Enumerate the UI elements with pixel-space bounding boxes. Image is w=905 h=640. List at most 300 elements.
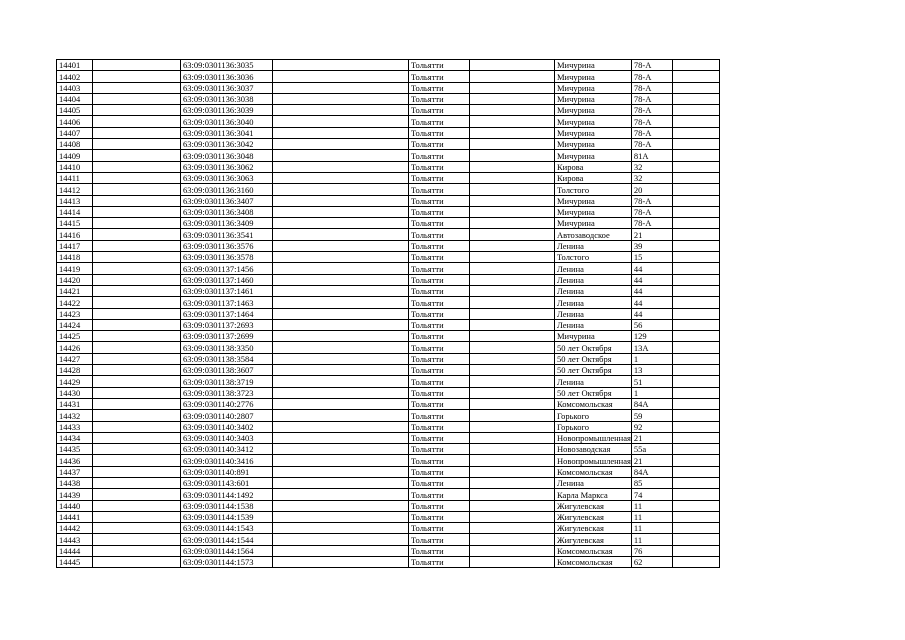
row-number-cell: 14424	[57, 319, 93, 330]
street-cell: Ленина	[555, 319, 632, 330]
house-number-cell: 129	[631, 331, 672, 342]
city-cell: Тольятти	[409, 308, 470, 319]
cadastral-number-cell: 63:09:0301138:3607	[181, 365, 273, 376]
empty-cell	[93, 105, 181, 116]
cadastral-number-cell: 63:09:0301137:1461	[181, 285, 273, 296]
house-number-cell: 78-А	[631, 93, 672, 104]
cadastral-number-cell: 63:09:0301137:1463	[181, 297, 273, 308]
table-row	[57, 161, 720, 172]
empty-cell	[672, 218, 719, 229]
cadastral-number-cell: 63:09:0301136:3576	[181, 240, 273, 251]
cadastral-number-cell: 63:09:0301138:3350	[181, 342, 273, 353]
empty-cell	[93, 127, 181, 138]
empty-cell	[672, 297, 719, 308]
empty-cell	[273, 274, 409, 285]
empty-cell	[93, 60, 181, 71]
empty-cell	[470, 489, 555, 500]
street-cell: Мичурина	[555, 71, 632, 82]
city-cell: Тольятти	[409, 263, 470, 274]
street-cell: Ленина	[555, 376, 632, 387]
house-number-cell: 78-А	[631, 116, 672, 127]
city-cell: Тольятти	[409, 116, 470, 127]
house-number-cell: 15	[631, 252, 672, 263]
house-number-cell: 92	[631, 421, 672, 432]
street-cell: Мичурина	[555, 93, 632, 104]
empty-cell	[93, 444, 181, 455]
empty-cell	[672, 195, 719, 206]
empty-cell	[672, 206, 719, 217]
empty-cell	[470, 218, 555, 229]
empty-cell	[273, 545, 409, 556]
cadastral-number-cell: 63:09:0301136:3039	[181, 105, 273, 116]
street-cell: Ленина	[555, 240, 632, 251]
empty-cell	[273, 229, 409, 240]
city-cell: Тольятти	[409, 398, 470, 409]
city-cell: Тольятти	[409, 489, 470, 500]
empty-cell	[93, 557, 181, 568]
cadastral-number-cell: 63:09:0301144:1544	[181, 534, 273, 545]
table-row	[57, 455, 720, 466]
empty-cell	[470, 139, 555, 150]
empty-cell	[93, 139, 181, 150]
cadastral-number-cell: 63:09:0301136:3578	[181, 252, 273, 263]
empty-cell	[470, 105, 555, 116]
cadastral-number-cell: 63:09:0301136:3037	[181, 82, 273, 93]
house-number-cell: 1	[631, 353, 672, 364]
empty-cell	[93, 410, 181, 421]
cadastral-number-cell: 63:09:0301136:3408	[181, 206, 273, 217]
empty-cell	[93, 195, 181, 206]
table-row	[57, 195, 720, 206]
empty-cell	[93, 150, 181, 161]
table-row	[57, 421, 720, 432]
empty-cell	[672, 466, 719, 477]
city-cell: Тольятти	[409, 93, 470, 104]
house-number-cell: 78-А	[631, 139, 672, 150]
street-cell: Толстого	[555, 184, 632, 195]
empty-cell	[273, 511, 409, 522]
table-row	[57, 410, 720, 421]
row-number-cell: 14436	[57, 455, 93, 466]
empty-cell	[93, 387, 181, 398]
house-number-cell: 13А	[631, 342, 672, 353]
row-number-cell: 14409	[57, 150, 93, 161]
city-cell: Тольятти	[409, 240, 470, 251]
row-number-cell: 14429	[57, 376, 93, 387]
empty-cell	[672, 240, 719, 251]
table-row	[57, 105, 720, 116]
cadastral-number-cell: 63:09:0301140:2776	[181, 398, 273, 409]
cadastral-number-cell: 63:09:0301136:3541	[181, 229, 273, 240]
street-cell: 50 лет Октября	[555, 353, 632, 364]
empty-cell	[93, 285, 181, 296]
city-cell: Тольятти	[409, 342, 470, 353]
table-row	[57, 432, 720, 443]
city-cell: Тольятти	[409, 195, 470, 206]
row-number-cell: 14430	[57, 387, 93, 398]
house-number-cell: 55а	[631, 444, 672, 455]
empty-cell	[93, 93, 181, 104]
street-cell: Комсомольская	[555, 545, 632, 556]
street-cell: Мичурина	[555, 105, 632, 116]
empty-cell	[470, 421, 555, 432]
table-row	[57, 139, 720, 150]
table-row	[57, 523, 720, 534]
empty-cell	[470, 331, 555, 342]
empty-cell	[93, 523, 181, 534]
city-cell: Тольятти	[409, 376, 470, 387]
empty-cell	[672, 376, 719, 387]
empty-cell	[273, 285, 409, 296]
house-number-cell: 84А	[631, 398, 672, 409]
table-row	[57, 93, 720, 104]
street-cell: Ленина	[555, 263, 632, 274]
empty-cell	[273, 534, 409, 545]
empty-cell	[672, 511, 719, 522]
street-cell: Ленина	[555, 477, 632, 488]
street-cell: Ленина	[555, 297, 632, 308]
city-cell: Тольятти	[409, 444, 470, 455]
empty-cell	[273, 365, 409, 376]
empty-cell	[672, 263, 719, 274]
street-cell: Мичурина	[555, 331, 632, 342]
street-cell: Мичурина	[555, 127, 632, 138]
row-number-cell: 14445	[57, 557, 93, 568]
cadastral-number-cell: 63:09:0301140:2807	[181, 410, 273, 421]
empty-cell	[470, 229, 555, 240]
table-row	[57, 489, 720, 500]
city-cell: Тольятти	[409, 331, 470, 342]
row-number-cell: 14416	[57, 229, 93, 240]
house-number-cell: 20	[631, 184, 672, 195]
row-number-cell: 14435	[57, 444, 93, 455]
row-number-cell: 14406	[57, 116, 93, 127]
empty-cell	[273, 500, 409, 511]
empty-cell	[93, 229, 181, 240]
empty-cell	[672, 71, 719, 82]
street-cell: Ленина	[555, 274, 632, 285]
empty-cell	[93, 545, 181, 556]
row-number-cell: 14431	[57, 398, 93, 409]
table-row	[57, 71, 720, 82]
empty-cell	[672, 523, 719, 534]
street-cell: Новозаводская	[555, 444, 632, 455]
city-cell: Тольятти	[409, 319, 470, 330]
table-row	[57, 297, 720, 308]
empty-cell	[273, 218, 409, 229]
empty-cell	[273, 71, 409, 82]
empty-cell	[470, 444, 555, 455]
empty-cell	[470, 398, 555, 409]
table-row	[57, 387, 720, 398]
street-cell: Мичурина	[555, 195, 632, 206]
empty-cell	[470, 365, 555, 376]
empty-cell	[470, 500, 555, 511]
empty-cell	[93, 511, 181, 522]
empty-cell	[672, 387, 719, 398]
row-number-cell: 14402	[57, 71, 93, 82]
empty-cell	[672, 127, 719, 138]
empty-cell	[273, 105, 409, 116]
table-row	[57, 240, 720, 251]
row-number-cell: 14407	[57, 127, 93, 138]
cadastral-number-cell: 63:09:0301136:3409	[181, 218, 273, 229]
empty-cell	[470, 376, 555, 387]
empty-cell	[273, 319, 409, 330]
row-number-cell: 14427	[57, 353, 93, 364]
city-cell: Тольятти	[409, 500, 470, 511]
empty-cell	[672, 444, 719, 455]
row-number-cell: 14426	[57, 342, 93, 353]
row-number-cell: 14401	[57, 60, 93, 71]
empty-cell	[672, 410, 719, 421]
row-number-cell: 14418	[57, 252, 93, 263]
city-cell: Тольятти	[409, 285, 470, 296]
house-number-cell: 11	[631, 523, 672, 534]
empty-cell	[470, 545, 555, 556]
empty-cell	[672, 455, 719, 466]
empty-cell	[470, 387, 555, 398]
table-row	[57, 398, 720, 409]
empty-cell	[273, 410, 409, 421]
cadastral-number-cell: 63:09:0301137:1464	[181, 308, 273, 319]
empty-cell	[93, 398, 181, 409]
street-cell: Комсомольская	[555, 398, 632, 409]
empty-cell	[470, 172, 555, 183]
row-number-cell: 14433	[57, 421, 93, 432]
house-number-cell: 32	[631, 161, 672, 172]
cadastral-number-cell: 63:09:0301136:3041	[181, 127, 273, 138]
empty-cell	[470, 308, 555, 319]
table-row	[57, 127, 720, 138]
row-number-cell: 14442	[57, 523, 93, 534]
row-number-cell: 14443	[57, 534, 93, 545]
empty-cell	[672, 150, 719, 161]
house-number-cell: 81А	[631, 150, 672, 161]
row-number-cell: 14408	[57, 139, 93, 150]
empty-cell	[672, 557, 719, 568]
house-number-cell: 76	[631, 545, 672, 556]
cadastral-number-cell: 63:09:0301140:3402	[181, 421, 273, 432]
city-cell: Тольятти	[409, 432, 470, 443]
empty-cell	[470, 252, 555, 263]
cadastral-number-cell: 63:09:0301140:3403	[181, 432, 273, 443]
empty-cell	[93, 161, 181, 172]
cadastral-number-cell: 63:09:0301138:3719	[181, 376, 273, 387]
empty-cell	[672, 285, 719, 296]
empty-cell	[273, 523, 409, 534]
empty-cell	[470, 353, 555, 364]
city-cell: Тольятти	[409, 229, 470, 240]
city-cell: Тольятти	[409, 455, 470, 466]
cadastral-number-cell: 63:09:0301144:1539	[181, 511, 273, 522]
empty-cell	[470, 432, 555, 443]
street-cell: Ленина	[555, 285, 632, 296]
table-row	[57, 511, 720, 522]
empty-cell	[470, 455, 555, 466]
empty-cell	[93, 365, 181, 376]
empty-cell	[93, 274, 181, 285]
street-cell: Мичурина	[555, 60, 632, 71]
empty-cell	[273, 477, 409, 488]
cadastral-number-cell: 63:09:0301140:891	[181, 466, 273, 477]
street-cell: Жигулевская	[555, 511, 632, 522]
house-number-cell: 13	[631, 365, 672, 376]
empty-cell	[93, 421, 181, 432]
street-cell: Кирова	[555, 172, 632, 183]
empty-cell	[672, 139, 719, 150]
city-cell: Тольятти	[409, 523, 470, 534]
city-cell: Тольятти	[409, 150, 470, 161]
row-number-cell: 14419	[57, 263, 93, 274]
row-number-cell: 14425	[57, 331, 93, 342]
table-row	[57, 545, 720, 556]
row-number-cell: 14422	[57, 297, 93, 308]
empty-cell	[470, 195, 555, 206]
empty-cell	[470, 297, 555, 308]
house-number-cell: 39	[631, 240, 672, 251]
row-number-cell: 14428	[57, 365, 93, 376]
empty-cell	[470, 127, 555, 138]
cadastral-number-cell: 63:09:0301136:3062	[181, 161, 273, 172]
table-row	[57, 331, 720, 342]
empty-cell	[470, 184, 555, 195]
house-number-cell: 21	[631, 229, 672, 240]
empty-cell	[672, 489, 719, 500]
city-cell: Тольятти	[409, 184, 470, 195]
cadastral-number-cell: 63:09:0301137:2693	[181, 319, 273, 330]
street-cell: Карла Маркса	[555, 489, 632, 500]
cadastral-number-cell: 63:09:0301136:3035	[181, 60, 273, 71]
cadastral-number-cell: 63:09:0301136:3160	[181, 184, 273, 195]
street-cell: Ленина	[555, 308, 632, 319]
row-number-cell: 14417	[57, 240, 93, 251]
empty-cell	[470, 150, 555, 161]
cadastral-number-cell: 63:09:0301140:3416	[181, 455, 273, 466]
empty-cell	[470, 161, 555, 172]
house-number-cell: 51	[631, 376, 672, 387]
house-number-cell: 78-А	[631, 195, 672, 206]
table-row	[57, 557, 720, 568]
empty-cell	[93, 489, 181, 500]
empty-cell	[672, 500, 719, 511]
street-cell: Мичурина	[555, 206, 632, 217]
table-row	[57, 252, 720, 263]
empty-cell	[273, 331, 409, 342]
row-number-cell: 14421	[57, 285, 93, 296]
empty-cell	[273, 455, 409, 466]
street-cell: Комсомольская	[555, 466, 632, 477]
empty-cell	[470, 466, 555, 477]
empty-cell	[93, 184, 181, 195]
empty-cell	[273, 184, 409, 195]
house-number-cell: 56	[631, 319, 672, 330]
cadastral-number-cell: 63:09:0301136:3038	[181, 93, 273, 104]
empty-cell	[672, 421, 719, 432]
city-cell: Тольятти	[409, 557, 470, 568]
empty-cell	[93, 331, 181, 342]
row-number-cell: 14441	[57, 511, 93, 522]
house-number-cell: 11	[631, 500, 672, 511]
house-number-cell: 44	[631, 308, 672, 319]
city-cell: Тольятти	[409, 252, 470, 263]
city-cell: Тольятти	[409, 466, 470, 477]
empty-cell	[470, 342, 555, 353]
street-cell: Жигулевская	[555, 500, 632, 511]
table-row	[57, 534, 720, 545]
row-number-cell: 14432	[57, 410, 93, 421]
empty-cell	[672, 545, 719, 556]
house-number-cell: 74	[631, 489, 672, 500]
street-cell: Комсомольская	[555, 557, 632, 568]
house-number-cell: 44	[631, 274, 672, 285]
house-number-cell: 44	[631, 285, 672, 296]
house-number-cell: 84А	[631, 466, 672, 477]
house-number-cell: 78-А	[631, 82, 672, 93]
empty-cell	[672, 172, 719, 183]
table-row	[57, 353, 720, 364]
street-cell: Мичурина	[555, 150, 632, 161]
empty-cell	[273, 376, 409, 387]
empty-cell	[470, 71, 555, 82]
cadastral-number-cell: 63:09:0301136:3036	[181, 71, 273, 82]
row-number-cell: 14437	[57, 466, 93, 477]
city-cell: Тольятти	[409, 410, 470, 421]
cadastral-number-cell: 63:09:0301140:3412	[181, 444, 273, 455]
street-cell: Кирова	[555, 161, 632, 172]
table-row	[57, 319, 720, 330]
empty-cell	[93, 319, 181, 330]
table-row	[57, 229, 720, 240]
street-cell: Мичурина	[555, 82, 632, 93]
cadastral-number-cell: 63:09:0301136:3407	[181, 195, 273, 206]
city-cell: Тольятти	[409, 511, 470, 522]
empty-cell	[672, 93, 719, 104]
empty-cell	[672, 308, 719, 319]
empty-cell	[470, 240, 555, 251]
city-cell: Тольятти	[409, 477, 470, 488]
house-number-cell: 78-А	[631, 105, 672, 116]
house-number-cell: 11	[631, 511, 672, 522]
cadastral-number-cell: 63:09:0301138:3723	[181, 387, 273, 398]
empty-cell	[672, 342, 719, 353]
spreadsheet-table	[56, 59, 720, 568]
table-row	[57, 500, 720, 511]
city-cell: Тольятти	[409, 82, 470, 93]
empty-cell	[273, 489, 409, 500]
empty-cell	[273, 432, 409, 443]
empty-cell	[93, 466, 181, 477]
row-number-cell: 14404	[57, 93, 93, 104]
empty-cell	[672, 116, 719, 127]
empty-cell	[672, 184, 719, 195]
empty-cell	[93, 500, 181, 511]
empty-cell	[470, 206, 555, 217]
city-cell: Тольятти	[409, 353, 470, 364]
empty-cell	[273, 93, 409, 104]
street-cell: Мичурина	[555, 139, 632, 150]
cadastral-number-cell: 63:09:0301138:3584	[181, 353, 273, 364]
empty-cell	[273, 421, 409, 432]
city-cell: Тольятти	[409, 139, 470, 150]
empty-cell	[93, 206, 181, 217]
city-cell: Тольятти	[409, 127, 470, 138]
house-number-cell: 44	[631, 263, 672, 274]
row-number-cell: 14439	[57, 489, 93, 500]
row-number-cell: 14438	[57, 477, 93, 488]
street-cell: Горького	[555, 421, 632, 432]
empty-cell	[93, 82, 181, 93]
